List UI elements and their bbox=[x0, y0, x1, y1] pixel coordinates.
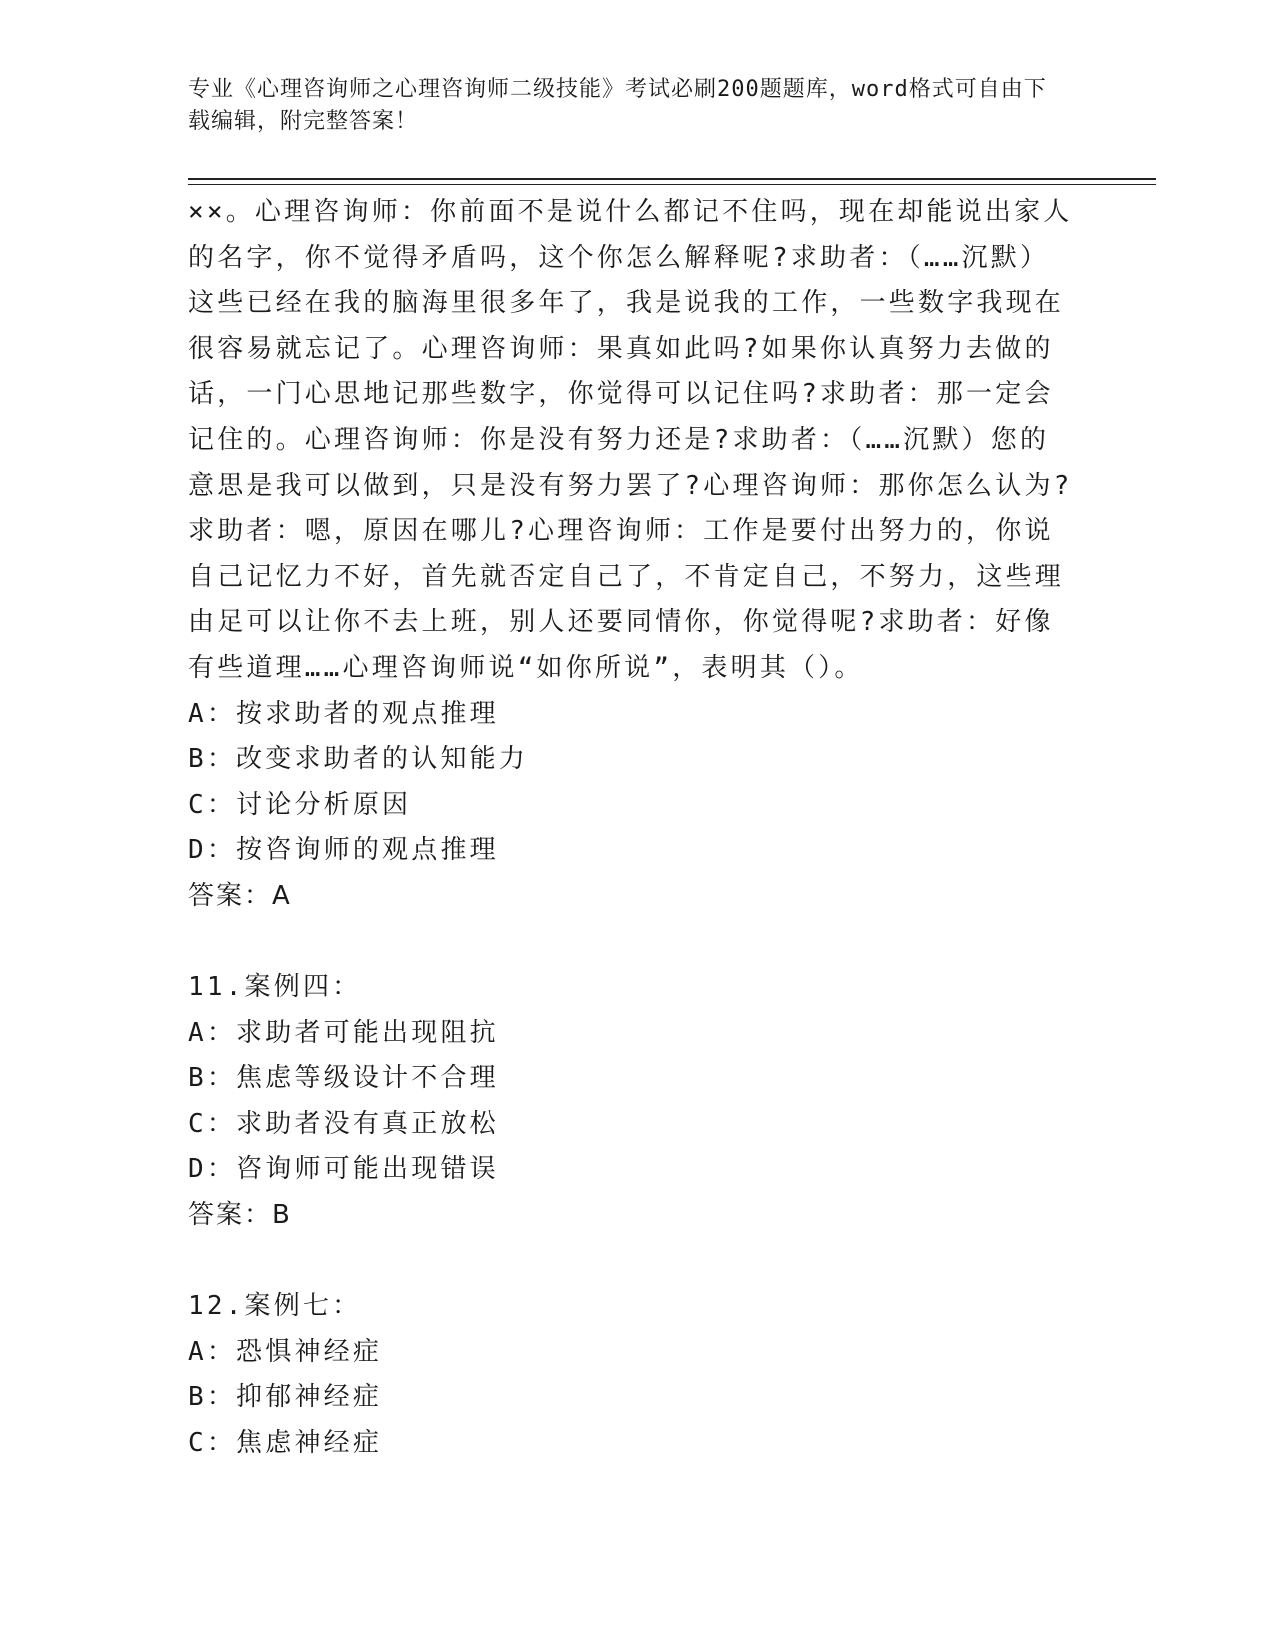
option-b: B：抑郁神经症 bbox=[188, 1382, 383, 1413]
option-d: D：咨询师可能出现错误 bbox=[188, 1154, 499, 1185]
option-a: A：按求助者的观点推理 bbox=[188, 698, 499, 729]
spacer bbox=[188, 1239, 1078, 1285]
question-12 bbox=[188, 1284, 1078, 1466]
option-c: C：焦虑神经症 bbox=[188, 1428, 383, 1459]
option-b: B：焦虑等级设计不合理 bbox=[188, 1063, 499, 1094]
option-b: B：改变求助者的认知能力 bbox=[188, 744, 529, 775]
question-title: 12.案例七： bbox=[188, 1291, 362, 1322]
document-header: 专业《心理咨询师之心理咨询师二级技能》考试必刷200题题库，word格式可自由下载编辑，附完整答案！ bbox=[188, 77, 1047, 134]
answer-line: 答案：B bbox=[188, 1200, 292, 1231]
option-a: A：恐惧神经症 bbox=[188, 1336, 383, 1367]
question-title: 11.案例四： bbox=[188, 972, 362, 1003]
option-a: A：求助者可能出现阻抗 bbox=[188, 1017, 499, 1048]
header-rule-thin bbox=[188, 184, 1156, 185]
answer-line: 答案：A bbox=[188, 880, 292, 911]
question-11 bbox=[188, 965, 1078, 1239]
spacer bbox=[188, 920, 1078, 966]
header-rule-thick bbox=[188, 178, 1156, 180]
option-c: C：求助者没有真正放松 bbox=[188, 1108, 499, 1139]
question-10 bbox=[188, 190, 1078, 920]
option-c: C：讨论分析原因 bbox=[188, 789, 412, 820]
question-passage: ××。心理咨询师：你前面不是说什么都记不住吗，现在却能说出家人的名字，你不觉得矛盾吗，这个你怎么解释呢?求助者：（……沉默）这些已经在我的脑海里很多年了，我是说我的工作，一些数字我现在很容易就忘记了。心理咨询师：果真如此吗?如果你认真努力去做的话，一门心思地记那些数字，你觉得可以记住吗?求助者：那一定会记住的。心理咨询师：你是没有努力还是?求助者：（……沉默）您的意思是我可以做到，只是没有努力罢了?心理咨询师：那你怎么认为?求助者：嗯，原因在哪儿?心理咨询师：工作是要付出努力的，你说自己记忆力不好，首先就否定自己了，不肯定自己，不努力，这些理由足可以让你不去上班，别人还要同情你，你觉得呢?求助者：好像有些道理……心理咨询师说“如你所说”，表明其（）。 bbox=[188, 197, 1073, 683]
option-d: D：按咨询师的观点推理 bbox=[188, 835, 499, 866]
document-body bbox=[188, 190, 1078, 1467]
